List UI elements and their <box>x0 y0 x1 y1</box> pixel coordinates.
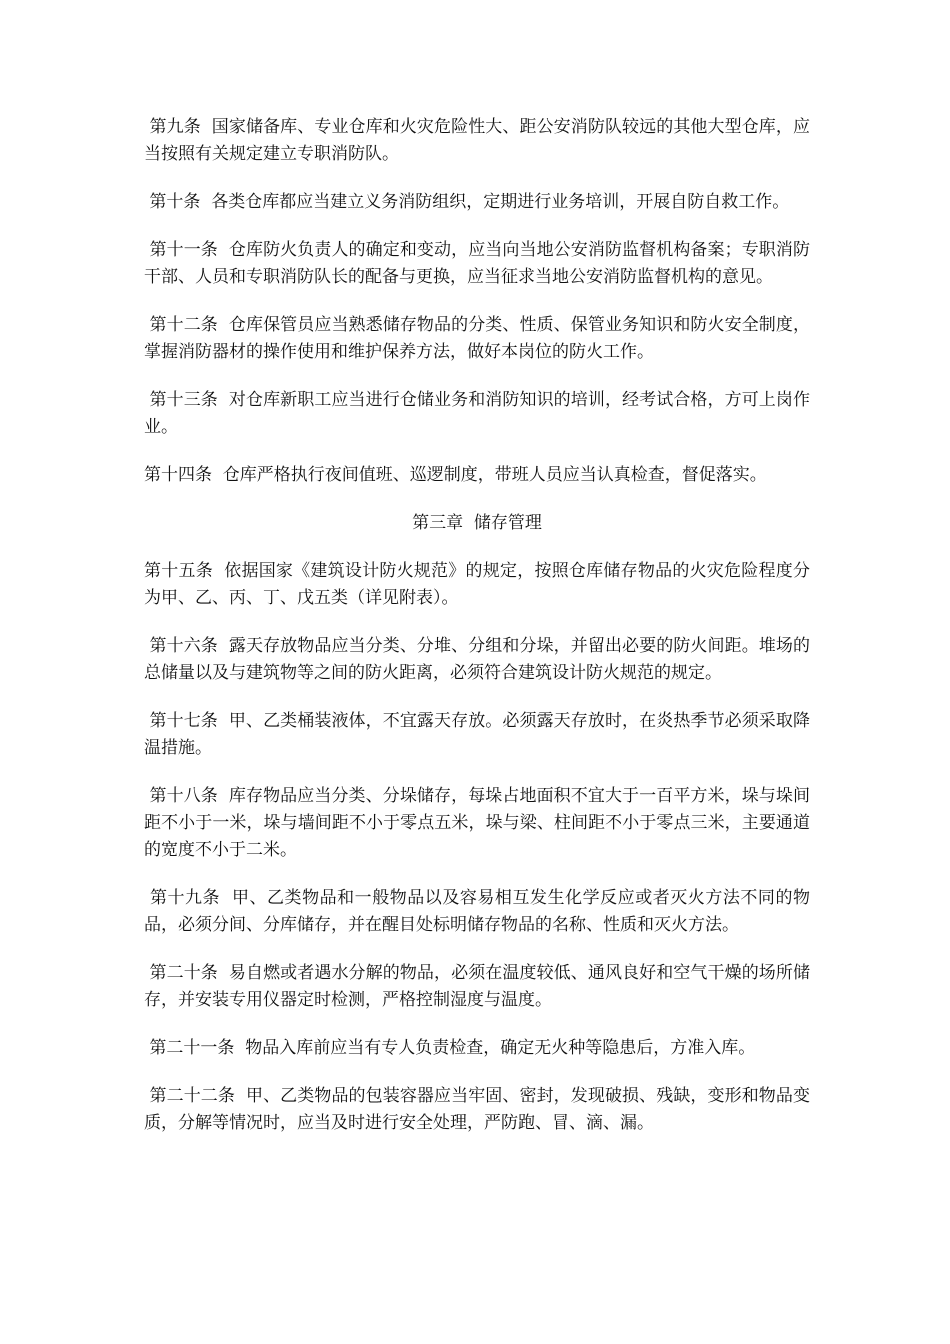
article-20: 第二十条 易自燃或者遇水分解的物品，必须在温度较低、通风良好和空气干燥的场所储存，并安装专用仪器定时检测，严格控制湿度与温度。 <box>144 963 810 1010</box>
article-21: 第二十一条 物品入库前应当有专人负责检查，确定无火种等隐患后，方准入库。 <box>144 1038 756 1058</box>
article-11: 第十一条 仓库防火负责人的确定和变动，应当向当地公安消防监督机构备案；专职消防干部、人员和专职消防队长的配备与更换，应当征求当地公安消防监督机构的意见。 <box>144 240 810 287</box>
article-22: 第二十二条 甲、乙类物品的包装容器应当牢固、密封，发现破损、残缺，变形和物品变质，分解等情况时，应当及时进行安全处理，严防跑、冒、滴、漏。 <box>144 1086 810 1133</box>
article-13: 第十三条 对仓库新职工应当进行仓储业务和消防知识的培训，经考试合格，方可上岗作业。 <box>144 390 810 437</box>
article-12: 第十二条 仓库保管员应当熟悉储存物品的分类、性质、保管业务知识和防火安全制度，掌握消防器材的操作使用和维护保养方法，做好本岗位的防火工作。 <box>144 315 810 362</box>
article-18: 第十八条 库存物品应当分类、分垛储存，每垛占地面积不宜大于一百平方米，垛与垛间距不小于一米，垛与墙间距不小于零点五米，垛与梁、柱间距不小于零点三米，主要通道的宽度不小于二米。 <box>144 786 810 860</box>
article-14: 第十四条 仓库严格执行夜间值班、巡逻制度，带班人员应当认真检查，督促落实。 <box>144 465 767 485</box>
article-15: 第十五条 依据国家《建筑设计防火规范》的规定，按照仓库储存物品的火灾危险程度分为甲、乙、丙、丁、戊五类（详见附表）。 <box>144 561 810 608</box>
article-10: 第十条 各类仓库都应当建立义务消防组织，定期进行业务培训，开展自防自救工作。 <box>144 192 790 212</box>
article-16: 第十六条 露天存放物品应当分类、分堆、分组和分垛，并留出必要的防火间距。堆场的总储量以及与建筑物等之间的防火距离，必须符合建筑设计防火规范的规定。 <box>144 636 810 683</box>
article-17: 第十七条 甲、乙类桶装液体，不宜露天存放。必须露天存放时，在炎热季节必须采取降温措施。 <box>144 711 810 758</box>
article-9: 第九条 国家储备库、专业仓库和火灾危险性大、距公安消防队较远的其他大型仓库，应当按照有关规定建立专职消防队。 <box>144 117 810 164</box>
chapter-title: 第三章 储存管理 <box>412 513 542 533</box>
article-19: 第十九条 甲、乙类物品和一般物品以及容易相互发生化学反应或者灭火方法不同的物品，必须分间、分库储存，并在醒目处标明储存物品的名称、性质和灭火方法。 <box>144 888 810 935</box>
document-body <box>144 114 810 1158</box>
